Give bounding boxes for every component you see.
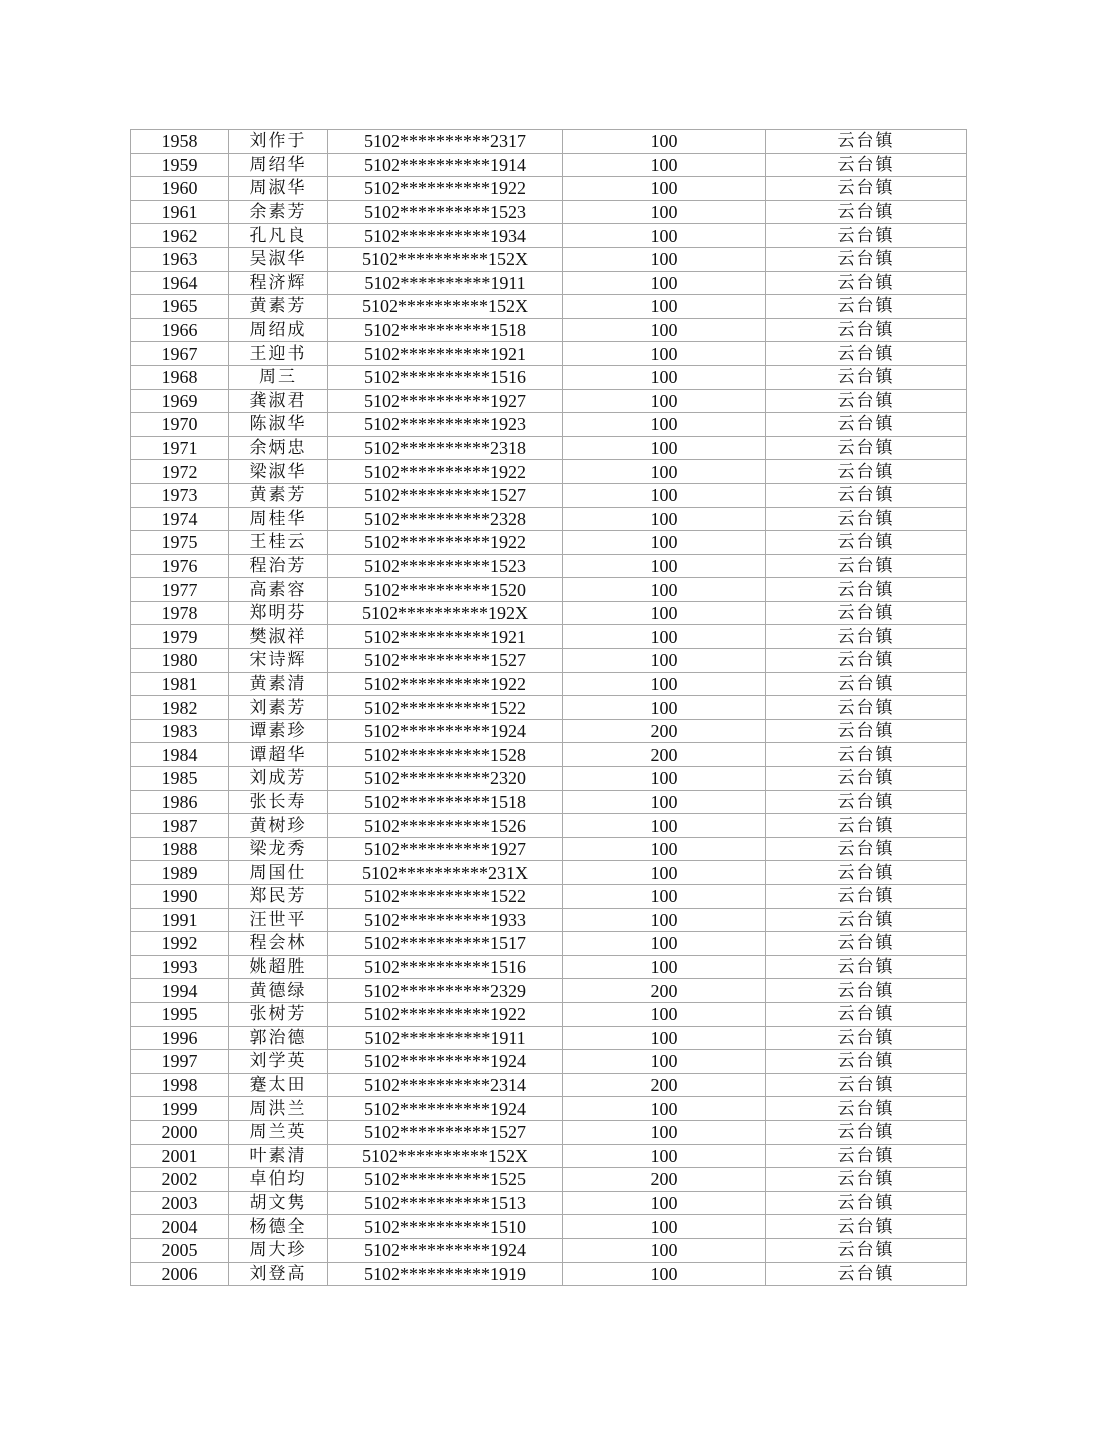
table-row <box>131 932 967 956</box>
name-cell: 梁龙秀 <box>229 837 328 861</box>
town-cell: 云台镇 <box>766 247 967 271</box>
id-number-cell: 5102**********1523 <box>328 554 563 578</box>
serial-number-cell: 1996 <box>131 1026 229 1050</box>
amount-cell: 100 <box>563 1144 766 1168</box>
amount-cell: 100 <box>563 649 766 673</box>
amount-cell: 100 <box>563 318 766 342</box>
town-cell: 云台镇 <box>766 908 967 932</box>
serial-number-cell: 1973 <box>131 483 229 507</box>
id-number-cell: 5102**********2317 <box>328 130 563 154</box>
serial-number-cell: 1985 <box>131 767 229 791</box>
amount-cell: 100 <box>563 271 766 295</box>
table-row <box>131 1002 967 1026</box>
table-row <box>131 955 967 979</box>
id-number-cell: 5102**********152X <box>328 1144 563 1168</box>
serial-number-cell: 2006 <box>131 1262 229 1286</box>
table-row <box>131 460 967 484</box>
serial-number-cell: 1967 <box>131 342 229 366</box>
id-number-cell: 5102**********1921 <box>328 342 563 366</box>
table-row <box>131 483 967 507</box>
id-number-cell: 5102**********1911 <box>328 271 563 295</box>
serial-number-cell: 1978 <box>131 601 229 625</box>
name-cell: 胡文隽 <box>229 1191 328 1215</box>
town-cell: 云台镇 <box>766 271 967 295</box>
name-cell: 谭素珍 <box>229 719 328 743</box>
town-cell: 云台镇 <box>766 318 967 342</box>
town-cell: 云台镇 <box>766 1262 967 1286</box>
amount-cell: 100 <box>563 1097 766 1121</box>
town-cell: 云台镇 <box>766 1144 967 1168</box>
table-row <box>131 130 967 154</box>
name-cell: 宋诗辉 <box>229 649 328 673</box>
table-row <box>131 153 967 177</box>
town-cell: 云台镇 <box>766 1238 967 1262</box>
table-row <box>131 413 967 437</box>
serial-number-cell: 2002 <box>131 1168 229 1192</box>
amount-cell: 100 <box>563 413 766 437</box>
table-row <box>131 507 967 531</box>
town-cell: 云台镇 <box>766 1191 967 1215</box>
amount-cell: 100 <box>563 483 766 507</box>
table-row <box>131 1144 967 1168</box>
table-row <box>131 979 967 1003</box>
serial-number-cell: 1964 <box>131 271 229 295</box>
serial-number-cell: 1991 <box>131 908 229 932</box>
name-cell: 吴淑华 <box>229 247 328 271</box>
id-number-cell: 5102**********1922 <box>328 531 563 555</box>
table-row <box>131 247 967 271</box>
serial-number-cell: 1997 <box>131 1050 229 1074</box>
serial-number-cell: 1958 <box>131 130 229 154</box>
id-number-cell: 5102**********1513 <box>328 1191 563 1215</box>
amount-cell: 200 <box>563 719 766 743</box>
table-row <box>131 578 967 602</box>
table-row <box>131 531 967 555</box>
table-row <box>131 177 967 201</box>
id-number-cell: 5102**********1527 <box>328 483 563 507</box>
town-cell: 云台镇 <box>766 1097 967 1121</box>
serial-number-cell: 1992 <box>131 932 229 956</box>
amount-cell: 200 <box>563 743 766 767</box>
serial-number-cell: 1988 <box>131 837 229 861</box>
table-row <box>131 1073 967 1097</box>
table-row <box>131 672 967 696</box>
amount-cell: 100 <box>563 130 766 154</box>
amount-cell: 100 <box>563 531 766 555</box>
id-number-cell: 5102**********2318 <box>328 436 563 460</box>
id-number-cell: 5102**********1922 <box>328 177 563 201</box>
id-number-cell: 5102**********1924 <box>328 1050 563 1074</box>
id-number-cell: 5102**********1528 <box>328 743 563 767</box>
name-cell: 周兰英 <box>229 1120 328 1144</box>
table-row <box>131 601 967 625</box>
town-cell: 云台镇 <box>766 790 967 814</box>
amount-cell: 100 <box>563 436 766 460</box>
id-number-cell: 5102**********1921 <box>328 625 563 649</box>
town-cell: 云台镇 <box>766 625 967 649</box>
name-cell: 周淑华 <box>229 177 328 201</box>
name-cell: 陈淑华 <box>229 413 328 437</box>
amount-cell: 100 <box>563 247 766 271</box>
name-cell: 张树芳 <box>229 1002 328 1026</box>
name-cell: 黄树珍 <box>229 814 328 838</box>
amount-cell: 100 <box>563 200 766 224</box>
table-row <box>131 1097 967 1121</box>
amount-cell: 100 <box>563 177 766 201</box>
id-number-cell: 5102**********1526 <box>328 814 563 838</box>
amount-cell: 100 <box>563 153 766 177</box>
table-row <box>131 743 967 767</box>
serial-number-cell: 1963 <box>131 247 229 271</box>
serial-number-cell: 1968 <box>131 365 229 389</box>
table-row <box>131 814 967 838</box>
table-row <box>131 696 967 720</box>
name-cell: 杨德全 <box>229 1215 328 1239</box>
id-number-cell: 5102**********1927 <box>328 837 563 861</box>
amount-cell: 100 <box>563 507 766 531</box>
table-row <box>131 1168 967 1192</box>
amount-cell: 200 <box>563 1168 766 1192</box>
town-cell: 云台镇 <box>766 224 967 248</box>
name-cell: 刘素芳 <box>229 696 328 720</box>
table-row <box>131 318 967 342</box>
town-cell: 云台镇 <box>766 601 967 625</box>
id-number-cell: 5102**********1527 <box>328 1120 563 1144</box>
name-cell: 余素芳 <box>229 200 328 224</box>
name-cell: 周三 <box>229 365 328 389</box>
table-row <box>131 885 967 909</box>
serial-number-cell: 1986 <box>131 790 229 814</box>
serial-number-cell: 2001 <box>131 1144 229 1168</box>
serial-number-cell: 1975 <box>131 531 229 555</box>
name-cell: 王迎书 <box>229 342 328 366</box>
amount-cell: 100 <box>563 342 766 366</box>
name-cell: 周桂华 <box>229 507 328 531</box>
amount-cell: 100 <box>563 837 766 861</box>
town-cell: 云台镇 <box>766 955 967 979</box>
serial-number-cell: 1961 <box>131 200 229 224</box>
name-cell: 周洪兰 <box>229 1097 328 1121</box>
amount-cell: 100 <box>563 1026 766 1050</box>
amount-cell: 100 <box>563 1262 766 1286</box>
id-number-cell: 5102**********1522 <box>328 696 563 720</box>
amount-cell: 100 <box>563 601 766 625</box>
id-number-cell: 5102**********2328 <box>328 507 563 531</box>
id-number-cell: 5102**********152X <box>328 247 563 271</box>
town-cell: 云台镇 <box>766 1050 967 1074</box>
name-cell: 郑明芬 <box>229 601 328 625</box>
serial-number-cell: 2000 <box>131 1120 229 1144</box>
amount-cell: 100 <box>563 1120 766 1144</box>
town-cell: 云台镇 <box>766 483 967 507</box>
town-cell: 云台镇 <box>766 554 967 578</box>
amount-cell: 100 <box>563 1191 766 1215</box>
id-number-cell: 5102**********2329 <box>328 979 563 1003</box>
id-number-cell: 5102**********1924 <box>328 1097 563 1121</box>
id-number-cell: 5102**********1516 <box>328 365 563 389</box>
serial-number-cell: 1984 <box>131 743 229 767</box>
amount-cell: 100 <box>563 460 766 484</box>
amount-cell: 100 <box>563 790 766 814</box>
table-row <box>131 436 967 460</box>
serial-number-cell: 1966 <box>131 318 229 342</box>
town-cell: 云台镇 <box>766 649 967 673</box>
id-number-cell: 5102**********1922 <box>328 672 563 696</box>
id-number-cell: 5102**********1923 <box>328 413 563 437</box>
table-row <box>131 1120 967 1144</box>
name-cell: 黄素芳 <box>229 483 328 507</box>
town-cell: 云台镇 <box>766 1168 967 1192</box>
amount-cell: 100 <box>563 224 766 248</box>
id-number-cell: 5102**********1518 <box>328 790 563 814</box>
name-cell: 周绍成 <box>229 318 328 342</box>
table-row <box>131 224 967 248</box>
id-number-cell: 5102**********1933 <box>328 908 563 932</box>
serial-number-cell: 1972 <box>131 460 229 484</box>
id-number-cell: 5102**********192X <box>328 601 563 625</box>
id-number-cell: 5102**********1520 <box>328 578 563 602</box>
name-cell: 程会林 <box>229 932 328 956</box>
town-cell: 云台镇 <box>766 130 967 154</box>
town-cell: 云台镇 <box>766 932 967 956</box>
table-row <box>131 1215 967 1239</box>
name-cell: 郭治德 <box>229 1026 328 1050</box>
serial-number-cell: 2003 <box>131 1191 229 1215</box>
name-cell: 樊淑祥 <box>229 625 328 649</box>
amount-cell: 100 <box>563 814 766 838</box>
town-cell: 云台镇 <box>766 837 967 861</box>
town-cell: 云台镇 <box>766 578 967 602</box>
name-cell: 黄素芳 <box>229 295 328 319</box>
name-cell: 黄素清 <box>229 672 328 696</box>
table-row <box>131 625 967 649</box>
town-cell: 云台镇 <box>766 436 967 460</box>
id-number-cell: 5102**********2320 <box>328 767 563 791</box>
serial-number-cell: 1993 <box>131 955 229 979</box>
name-cell: 程济辉 <box>229 271 328 295</box>
town-cell: 云台镇 <box>766 153 967 177</box>
town-cell: 云台镇 <box>766 861 967 885</box>
amount-cell: 100 <box>563 1050 766 1074</box>
amount-cell: 100 <box>563 1002 766 1026</box>
serial-number-cell: 2005 <box>131 1238 229 1262</box>
name-cell: 叶素清 <box>229 1144 328 1168</box>
table-row <box>131 1050 967 1074</box>
amount-cell: 100 <box>563 672 766 696</box>
table-row <box>131 554 967 578</box>
table-row <box>131 271 967 295</box>
town-cell: 云台镇 <box>766 719 967 743</box>
id-number-cell: 5102**********1934 <box>328 224 563 248</box>
name-cell: 姚超胜 <box>229 955 328 979</box>
serial-number-cell: 1962 <box>131 224 229 248</box>
serial-number-cell: 1959 <box>131 153 229 177</box>
table-row <box>131 295 967 319</box>
town-cell: 云台镇 <box>766 767 967 791</box>
serial-number-cell: 1974 <box>131 507 229 531</box>
town-cell: 云台镇 <box>766 342 967 366</box>
id-number-cell: 5102**********1924 <box>328 719 563 743</box>
table-row <box>131 365 967 389</box>
id-number-cell: 5102**********1522 <box>328 885 563 909</box>
id-number-cell: 5102**********1523 <box>328 200 563 224</box>
amount-cell: 200 <box>563 979 766 1003</box>
id-number-cell: 5102**********1516 <box>328 955 563 979</box>
name-cell: 黄德绿 <box>229 979 328 1003</box>
name-cell: 蹇太田 <box>229 1073 328 1097</box>
amount-cell: 100 <box>563 578 766 602</box>
serial-number-cell: 1965 <box>131 295 229 319</box>
amount-cell: 100 <box>563 389 766 413</box>
town-cell: 云台镇 <box>766 885 967 909</box>
amount-cell: 100 <box>563 696 766 720</box>
town-cell: 云台镇 <box>766 200 967 224</box>
serial-number-cell: 1971 <box>131 436 229 460</box>
amount-cell: 100 <box>563 625 766 649</box>
table-row <box>131 200 967 224</box>
table-row <box>131 342 967 366</box>
serial-number-cell: 1980 <box>131 649 229 673</box>
table-row <box>131 767 967 791</box>
table-row <box>131 861 967 885</box>
table-row <box>131 719 967 743</box>
town-cell: 云台镇 <box>766 365 967 389</box>
serial-number-cell: 1969 <box>131 389 229 413</box>
name-cell: 周国仕 <box>229 861 328 885</box>
table-row <box>131 649 967 673</box>
id-number-cell: 5102**********1518 <box>328 318 563 342</box>
town-cell: 云台镇 <box>766 295 967 319</box>
amount-cell: 100 <box>563 1238 766 1262</box>
serial-number-cell: 1995 <box>131 1002 229 1026</box>
town-cell: 云台镇 <box>766 979 967 1003</box>
serial-number-cell: 1960 <box>131 177 229 201</box>
serial-number-cell: 1977 <box>131 578 229 602</box>
amount-cell: 100 <box>563 955 766 979</box>
amount-cell: 100 <box>563 767 766 791</box>
name-cell: 周绍华 <box>229 153 328 177</box>
amount-cell: 100 <box>563 861 766 885</box>
serial-number-cell: 2004 <box>131 1215 229 1239</box>
table-row <box>131 1191 967 1215</box>
name-cell: 余炳忠 <box>229 436 328 460</box>
name-cell: 刘成芳 <box>229 767 328 791</box>
roster-table-body <box>131 130 967 1286</box>
id-number-cell: 5102**********2314 <box>328 1073 563 1097</box>
name-cell: 刘登高 <box>229 1262 328 1286</box>
serial-number-cell: 1981 <box>131 672 229 696</box>
amount-cell: 100 <box>563 908 766 932</box>
id-number-cell: 5102**********1922 <box>328 1002 563 1026</box>
amount-cell: 100 <box>563 554 766 578</box>
name-cell: 周大珍 <box>229 1238 328 1262</box>
name-cell: 卓伯均 <box>229 1168 328 1192</box>
serial-number-cell: 1998 <box>131 1073 229 1097</box>
name-cell: 高素容 <box>229 578 328 602</box>
table-row <box>131 837 967 861</box>
name-cell: 张长寿 <box>229 790 328 814</box>
serial-number-cell: 1987 <box>131 814 229 838</box>
table-row <box>131 1026 967 1050</box>
town-cell: 云台镇 <box>766 460 967 484</box>
table-row <box>131 389 967 413</box>
town-cell: 云台镇 <box>766 389 967 413</box>
amount-cell: 100 <box>563 1215 766 1239</box>
id-number-cell: 5102**********231X <box>328 861 563 885</box>
amount-cell: 100 <box>563 932 766 956</box>
id-number-cell: 5102**********1924 <box>328 1238 563 1262</box>
table-row <box>131 908 967 932</box>
town-cell: 云台镇 <box>766 1215 967 1239</box>
id-number-cell: 5102**********1527 <box>328 649 563 673</box>
serial-number-cell: 1982 <box>131 696 229 720</box>
town-cell: 云台镇 <box>766 1120 967 1144</box>
table-row <box>131 1238 967 1262</box>
serial-number-cell: 1999 <box>131 1097 229 1121</box>
id-number-cell: 5102**********152X <box>328 295 563 319</box>
serial-number-cell: 1990 <box>131 885 229 909</box>
table-row <box>131 790 967 814</box>
roster-table <box>130 129 967 1286</box>
town-cell: 云台镇 <box>766 672 967 696</box>
name-cell: 汪世平 <box>229 908 328 932</box>
town-cell: 云台镇 <box>766 696 967 720</box>
name-cell: 王桂云 <box>229 531 328 555</box>
town-cell: 云台镇 <box>766 413 967 437</box>
name-cell: 郑民芳 <box>229 885 328 909</box>
serial-number-cell: 1970 <box>131 413 229 437</box>
town-cell: 云台镇 <box>766 1002 967 1026</box>
id-number-cell: 5102**********1911 <box>328 1026 563 1050</box>
id-number-cell: 5102**********1525 <box>328 1168 563 1192</box>
name-cell: 刘学英 <box>229 1050 328 1074</box>
id-number-cell: 5102**********1927 <box>328 389 563 413</box>
id-number-cell: 5102**********1510 <box>328 1215 563 1239</box>
town-cell: 云台镇 <box>766 814 967 838</box>
serial-number-cell: 1979 <box>131 625 229 649</box>
town-cell: 云台镇 <box>766 507 967 531</box>
id-number-cell: 5102**********1914 <box>328 153 563 177</box>
town-cell: 云台镇 <box>766 743 967 767</box>
id-number-cell: 5102**********1919 <box>328 1262 563 1286</box>
id-number-cell: 5102**********1517 <box>328 932 563 956</box>
town-cell: 云台镇 <box>766 1073 967 1097</box>
name-cell: 孔凡良 <box>229 224 328 248</box>
serial-number-cell: 1976 <box>131 554 229 578</box>
name-cell: 龚淑君 <box>229 389 328 413</box>
serial-number-cell: 1983 <box>131 719 229 743</box>
town-cell: 云台镇 <box>766 1026 967 1050</box>
amount-cell: 100 <box>563 885 766 909</box>
serial-number-cell: 1989 <box>131 861 229 885</box>
table-row <box>131 1262 967 1286</box>
serial-number-cell: 1994 <box>131 979 229 1003</box>
name-cell: 刘作于 <box>229 130 328 154</box>
name-cell: 程治芳 <box>229 554 328 578</box>
name-cell: 谭超华 <box>229 743 328 767</box>
town-cell: 云台镇 <box>766 531 967 555</box>
town-cell: 云台镇 <box>766 177 967 201</box>
name-cell: 梁淑华 <box>229 460 328 484</box>
amount-cell: 100 <box>563 365 766 389</box>
amount-cell: 100 <box>563 295 766 319</box>
id-number-cell: 5102**********1922 <box>328 460 563 484</box>
amount-cell: 200 <box>563 1073 766 1097</box>
